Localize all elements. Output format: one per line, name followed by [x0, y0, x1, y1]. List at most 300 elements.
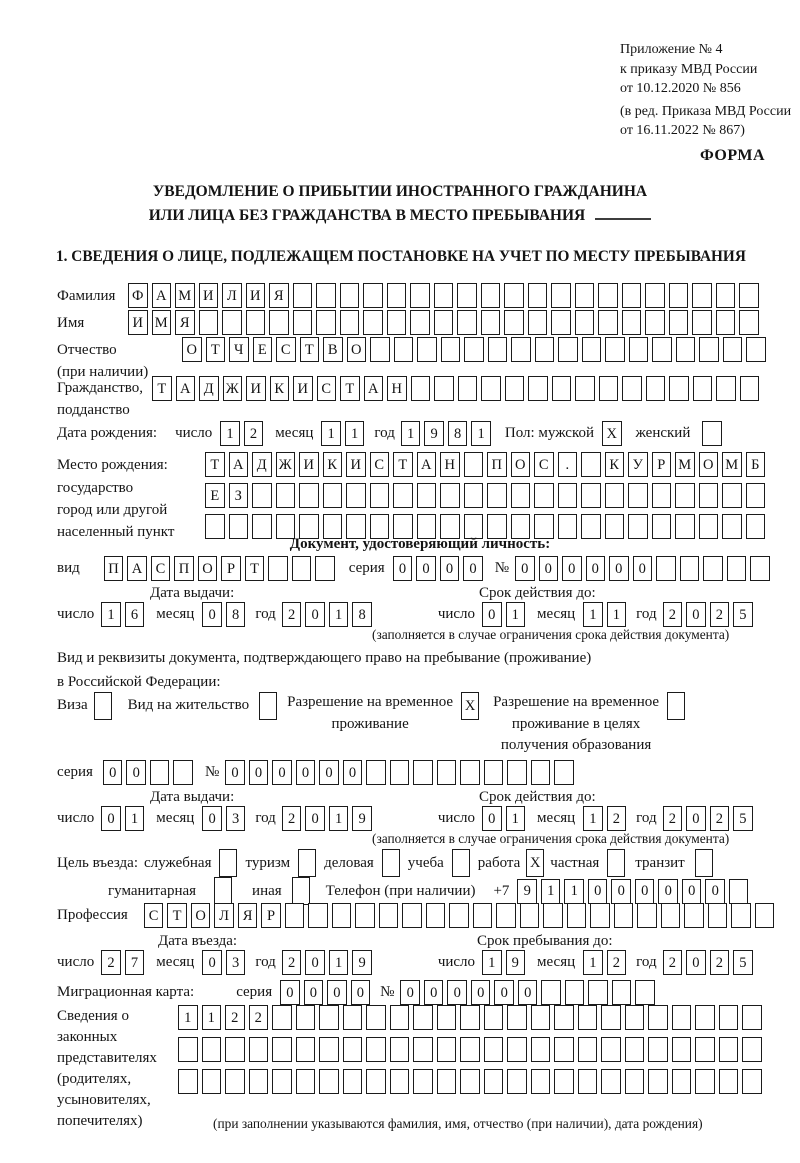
char-cell[interactable] [426, 903, 446, 928]
char-cell[interactable]: 0 [482, 602, 502, 627]
char-cell[interactable]: 2 [249, 1005, 269, 1030]
char-cell[interactable] [411, 376, 431, 401]
char-cell[interactable] [387, 310, 407, 335]
char-cell[interactable] [716, 376, 736, 401]
temp-residence-checkbox[interactable] [461, 692, 479, 720]
purpose-option-sluzhebnaya-checkbox[interactable] [219, 849, 237, 877]
char-cell[interactable] [622, 376, 642, 401]
char-cell[interactable] [578, 1005, 598, 1030]
purpose-option-turizm-checkbox[interactable] [298, 849, 316, 877]
char-cell[interactable] [625, 1037, 645, 1062]
char-cell[interactable]: Е [205, 483, 225, 508]
char-cell[interactable] [410, 310, 430, 335]
char-cell[interactable] [370, 337, 390, 362]
char-cell[interactable] [292, 877, 310, 905]
char-cell[interactable]: 0 [682, 879, 702, 904]
char-cell[interactable]: 1 [482, 950, 502, 975]
issued-month-cells[interactable] [202, 602, 245, 627]
char-cell[interactable] [441, 337, 461, 362]
char-cell[interactable]: Н [440, 452, 460, 477]
char-cell[interactable] [582, 337, 602, 362]
identity-doc-number-cells[interactable] [515, 556, 770, 581]
char-cell[interactable]: 9 [517, 879, 537, 904]
char-cell[interactable]: 1 [202, 1005, 222, 1030]
char-cell[interactable] [598, 283, 618, 308]
char-cell[interactable] [702, 421, 722, 446]
char-cell[interactable]: М [175, 283, 195, 308]
char-cell[interactable]: Я [269, 283, 289, 308]
char-cell[interactable] [323, 483, 343, 508]
purpose-option-inaya-checkbox[interactable] [292, 877, 310, 905]
char-cell[interactable] [672, 1005, 692, 1030]
char-cell[interactable] [434, 376, 454, 401]
char-cell[interactable] [481, 283, 501, 308]
entry-year-cells[interactable] [282, 950, 372, 975]
char-cell[interactable]: И [293, 376, 313, 401]
issued-year-cells[interactable] [282, 602, 372, 627]
stay-doc-number-cells[interactable] [225, 760, 574, 785]
entry-month-cells[interactable] [202, 950, 245, 975]
char-cell[interactable] [531, 1037, 551, 1062]
char-cell[interactable] [723, 337, 743, 362]
char-cell[interactable]: А [417, 452, 437, 477]
purpose-option-gumanitarnaya-checkbox[interactable] [214, 877, 232, 905]
char-cell[interactable]: 0 [351, 980, 371, 1005]
char-cell[interactable] [628, 483, 648, 508]
char-cell[interactable] [363, 283, 383, 308]
char-cell[interactable] [614, 903, 634, 928]
purpose-option-delovaya-checkbox[interactable] [382, 849, 400, 877]
char-cell[interactable] [394, 337, 414, 362]
char-cell[interactable] [437, 1069, 457, 1094]
char-cell[interactable] [259, 692, 277, 720]
birthplace-cells-row1[interactable] [205, 452, 765, 477]
char-cell[interactable]: 9 [424, 421, 444, 446]
char-cell[interactable] [507, 1069, 527, 1094]
char-cell[interactable] [554, 1005, 574, 1030]
char-cell[interactable] [727, 556, 747, 581]
char-cell[interactable] [366, 1005, 386, 1030]
char-cell[interactable] [316, 310, 336, 335]
char-cell[interactable] [315, 556, 335, 581]
char-cell[interactable]: 0 [482, 806, 502, 831]
male-checkbox[interactable] [602, 421, 622, 446]
stay-valid-year-cells[interactable] [663, 806, 753, 831]
migration-series-cells[interactable] [280, 980, 370, 1005]
char-cell[interactable]: 0 [296, 760, 316, 785]
char-cell[interactable] [505, 376, 525, 401]
char-cell[interactable]: А [127, 556, 147, 581]
char-cell[interactable]: Б [746, 452, 766, 477]
char-cell[interactable] [272, 1005, 292, 1030]
char-cell[interactable] [528, 283, 548, 308]
char-cell[interactable]: С [317, 376, 337, 401]
char-cell[interactable] [473, 903, 493, 928]
char-cell[interactable] [460, 760, 480, 785]
char-cell[interactable]: 2 [710, 602, 730, 627]
char-cell[interactable] [695, 1069, 715, 1094]
char-cell[interactable]: И [246, 376, 266, 401]
char-cell[interactable] [332, 903, 352, 928]
char-cell[interactable] [742, 1037, 762, 1062]
char-cell[interactable] [464, 483, 484, 508]
char-cell[interactable] [434, 283, 454, 308]
char-cell[interactable] [390, 1069, 410, 1094]
char-cell[interactable]: X [461, 692, 479, 720]
char-cell[interactable] [272, 1037, 292, 1062]
char-cell[interactable]: 1 [506, 806, 526, 831]
char-cell[interactable]: П [104, 556, 124, 581]
char-cell[interactable]: И [246, 283, 266, 308]
char-cell[interactable] [669, 283, 689, 308]
char-cell[interactable]: 2 [607, 806, 627, 831]
char-cell[interactable] [581, 483, 601, 508]
purpose-option-chastnaya-checkbox[interactable] [607, 849, 625, 877]
char-cell[interactable]: Д [199, 376, 219, 401]
char-cell[interactable] [346, 483, 366, 508]
char-cell[interactable] [504, 310, 524, 335]
char-cell[interactable]: 8 [448, 421, 468, 446]
char-cell[interactable]: 0 [633, 556, 653, 581]
char-cell[interactable] [449, 903, 469, 928]
char-cell[interactable] [511, 337, 531, 362]
migration-number-cells[interactable] [400, 980, 655, 1005]
char-cell[interactable] [601, 1037, 621, 1062]
char-cell[interactable]: 0 [225, 760, 245, 785]
char-cell[interactable]: 0 [705, 879, 725, 904]
char-cell[interactable]: 0 [562, 556, 582, 581]
birth-day-cells[interactable] [220, 421, 263, 446]
char-cell[interactable] [535, 337, 555, 362]
representatives-cells-row2[interactable] [178, 1037, 762, 1062]
char-cell[interactable]: 0 [447, 980, 467, 1005]
char-cell[interactable] [531, 1069, 551, 1094]
stay-year-cells[interactable] [663, 950, 753, 975]
char-cell[interactable] [675, 483, 695, 508]
char-cell[interactable] [703, 556, 723, 581]
char-cell[interactable]: И [299, 452, 319, 477]
char-cell[interactable] [575, 310, 595, 335]
char-cell[interactable] [413, 1005, 433, 1030]
char-cell[interactable] [460, 1069, 480, 1094]
char-cell[interactable]: 1 [564, 879, 584, 904]
char-cell[interactable]: О [511, 452, 531, 477]
char-cell[interactable] [554, 1037, 574, 1062]
birth-year-cells[interactable] [401, 421, 491, 446]
residence-permit-checkbox[interactable] [259, 692, 277, 720]
char-cell[interactable]: 0 [400, 980, 420, 1005]
char-cell[interactable] [293, 283, 313, 308]
char-cell[interactable]: Л [214, 903, 234, 928]
char-cell[interactable] [652, 483, 672, 508]
char-cell[interactable] [299, 483, 319, 508]
char-cell[interactable]: 2 [663, 950, 683, 975]
char-cell[interactable] [460, 1005, 480, 1030]
char-cell[interactable] [366, 760, 386, 785]
char-cell[interactable]: Т [206, 337, 226, 362]
char-cell[interactable] [534, 483, 554, 508]
char-cell[interactable] [402, 903, 422, 928]
char-cell[interactable] [484, 1005, 504, 1030]
char-cell[interactable]: С [370, 452, 390, 477]
char-cell[interactable] [667, 692, 685, 720]
stay-day-cells[interactable] [482, 950, 525, 975]
char-cell[interactable] [528, 376, 548, 401]
char-cell[interactable] [437, 1005, 457, 1030]
char-cell[interactable] [293, 310, 313, 335]
visa-checkbox[interactable] [94, 692, 112, 720]
char-cell[interactable]: И [128, 310, 148, 335]
char-cell[interactable] [645, 310, 665, 335]
char-cell[interactable] [319, 1005, 339, 1030]
char-cell[interactable] [272, 1069, 292, 1094]
char-cell[interactable] [699, 337, 719, 362]
char-cell[interactable]: 3 [226, 950, 246, 975]
char-cell[interactable]: 1 [329, 806, 349, 831]
char-cell[interactable] [249, 1069, 269, 1094]
char-cell[interactable]: О [198, 556, 218, 581]
char-cell[interactable] [393, 483, 413, 508]
female-checkbox[interactable] [702, 421, 722, 446]
char-cell[interactable] [340, 283, 360, 308]
char-cell[interactable] [484, 1069, 504, 1094]
char-cell[interactable]: 2 [710, 950, 730, 975]
char-cell[interactable] [722, 483, 742, 508]
char-cell[interactable]: 0 [611, 879, 631, 904]
char-cell[interactable] [222, 310, 242, 335]
char-cell[interactable]: 1 [583, 806, 603, 831]
char-cell[interactable] [214, 877, 232, 905]
char-cell[interactable]: О [699, 452, 719, 477]
char-cell[interactable] [366, 1069, 386, 1094]
char-cell[interactable] [520, 903, 540, 928]
char-cell[interactable]: Ж [276, 452, 296, 477]
char-cell[interactable] [739, 310, 759, 335]
char-cell[interactable]: 9 [506, 950, 526, 975]
char-cell[interactable]: 0 [343, 760, 363, 785]
char-cell[interactable] [750, 556, 770, 581]
char-cell[interactable] [507, 1037, 527, 1062]
char-cell[interactable]: 8 [226, 602, 246, 627]
char-cell[interactable]: 0 [416, 556, 436, 581]
char-cell[interactable]: 2 [282, 806, 302, 831]
char-cell[interactable] [410, 283, 430, 308]
char-cell[interactable]: С [276, 337, 296, 362]
char-cell[interactable]: 0 [319, 760, 339, 785]
char-cell[interactable] [599, 376, 619, 401]
char-cell[interactable]: Р [652, 452, 672, 477]
char-cell[interactable]: Д [252, 452, 272, 477]
char-cell[interactable] [343, 1069, 363, 1094]
char-cell[interactable] [554, 1069, 574, 1094]
char-cell[interactable] [225, 1037, 245, 1062]
char-cell[interactable] [173, 760, 193, 785]
purpose-option-rabota-checkbox[interactable] [526, 849, 544, 877]
char-cell[interactable]: П [487, 452, 507, 477]
char-cell[interactable]: Е [253, 337, 273, 362]
char-cell[interactable]: 1 [607, 602, 627, 627]
char-cell[interactable] [605, 483, 625, 508]
char-cell[interactable] [635, 980, 655, 1005]
stay-valid-day-cells[interactable] [482, 806, 525, 831]
name-cells[interactable] [128, 310, 759, 335]
char-cell[interactable]: 0 [272, 760, 292, 785]
char-cell[interactable]: 0 [494, 980, 514, 1005]
char-cell[interactable] [363, 310, 383, 335]
char-cell[interactable] [742, 1005, 762, 1030]
char-cell[interactable]: 1 [471, 421, 491, 446]
char-cell[interactable]: Т [245, 556, 265, 581]
char-cell[interactable]: 0 [440, 556, 460, 581]
char-cell[interactable] [481, 310, 501, 335]
char-cell[interactable] [531, 760, 551, 785]
char-cell[interactable] [202, 1069, 222, 1094]
char-cell[interactable]: 0 [305, 950, 325, 975]
char-cell[interactable]: К [605, 452, 625, 477]
char-cell[interactable]: Р [261, 903, 281, 928]
char-cell[interactable] [511, 483, 531, 508]
char-cell[interactable] [578, 1037, 598, 1062]
char-cell[interactable]: 2 [101, 950, 121, 975]
char-cell[interactable]: 6 [125, 602, 145, 627]
char-cell[interactable] [94, 692, 112, 720]
representatives-cells-row3[interactable] [178, 1069, 762, 1094]
char-cell[interactable] [719, 1005, 739, 1030]
char-cell[interactable] [507, 1005, 527, 1030]
char-cell[interactable] [746, 483, 766, 508]
char-cell[interactable] [440, 483, 460, 508]
char-cell[interactable] [601, 1069, 621, 1094]
char-cell[interactable]: X [602, 421, 622, 446]
char-cell[interactable] [296, 1005, 316, 1030]
char-cell[interactable]: . [558, 452, 578, 477]
char-cell[interactable] [458, 376, 478, 401]
char-cell[interactable] [488, 337, 508, 362]
valid-day-cells[interactable] [482, 602, 525, 627]
char-cell[interactable] [319, 1069, 339, 1094]
char-cell[interactable]: А [176, 376, 196, 401]
char-cell[interactable] [716, 283, 736, 308]
char-cell[interactable]: 0 [202, 806, 222, 831]
char-cell[interactable]: У [628, 452, 648, 477]
char-cell[interactable]: Т [205, 452, 225, 477]
char-cell[interactable]: А [152, 283, 172, 308]
char-cell[interactable]: 0 [249, 760, 269, 785]
edu-residence-checkbox[interactable] [667, 692, 685, 720]
issued-day-cells[interactable] [101, 602, 144, 627]
char-cell[interactable]: Т [152, 376, 172, 401]
char-cell[interactable] [249, 1037, 269, 1062]
char-cell[interactable]: 0 [686, 950, 706, 975]
char-cell[interactable]: 2 [607, 950, 627, 975]
valid-month-cells[interactable] [583, 602, 626, 627]
char-cell[interactable]: А [229, 452, 249, 477]
char-cell[interactable] [607, 849, 625, 877]
char-cell[interactable]: 1 [541, 879, 561, 904]
char-cell[interactable] [565, 980, 585, 1005]
char-cell[interactable]: 0 [658, 879, 678, 904]
char-cell[interactable] [202, 1037, 222, 1062]
char-cell[interactable] [219, 849, 237, 877]
char-cell[interactable]: 1 [506, 602, 526, 627]
char-cell[interactable]: 1 [125, 806, 145, 831]
char-cell[interactable] [437, 760, 457, 785]
char-cell[interactable] [484, 760, 504, 785]
representatives-cells-row1[interactable] [178, 1005, 762, 1030]
char-cell[interactable] [285, 903, 305, 928]
surname-cells[interactable] [128, 283, 759, 308]
char-cell[interactable] [551, 283, 571, 308]
char-cell[interactable] [541, 980, 561, 1005]
char-cell[interactable]: Р [221, 556, 241, 581]
char-cell[interactable] [693, 376, 713, 401]
char-cell[interactable] [464, 452, 484, 477]
char-cell[interactable] [296, 1037, 316, 1062]
char-cell[interactable] [308, 903, 328, 928]
char-cell[interactable]: 1 [321, 421, 341, 446]
char-cell[interactable] [343, 1037, 363, 1062]
char-cell[interactable] [656, 556, 676, 581]
char-cell[interactable]: 0 [609, 556, 629, 581]
entry-day-cells[interactable] [101, 950, 144, 975]
char-cell[interactable] [178, 1069, 198, 1094]
char-cell[interactable]: 2 [663, 602, 683, 627]
char-cell[interactable]: 0 [539, 556, 559, 581]
char-cell[interactable] [178, 1037, 198, 1062]
char-cell[interactable] [504, 283, 524, 308]
char-cell[interactable]: З [229, 483, 249, 508]
char-cell[interactable] [343, 1005, 363, 1030]
char-cell[interactable] [746, 337, 766, 362]
char-cell[interactable]: 0 [518, 980, 538, 1005]
char-cell[interactable]: С [144, 903, 164, 928]
char-cell[interactable]: Ч [229, 337, 249, 362]
char-cell[interactable]: 5 [733, 806, 753, 831]
char-cell[interactable]: И [346, 452, 366, 477]
char-cell[interactable]: X [526, 849, 544, 877]
char-cell[interactable] [648, 1069, 668, 1094]
citizenship-cells[interactable] [152, 376, 759, 401]
char-cell[interactable]: 0 [588, 879, 608, 904]
char-cell[interactable] [622, 283, 642, 308]
char-cell[interactable] [739, 283, 759, 308]
char-cell[interactable] [434, 310, 454, 335]
char-cell[interactable] [719, 1037, 739, 1062]
char-cell[interactable] [648, 1037, 668, 1062]
char-cell[interactable] [672, 1069, 692, 1094]
char-cell[interactable] [646, 376, 666, 401]
char-cell[interactable] [695, 849, 713, 877]
char-cell[interactable] [581, 452, 601, 477]
char-cell[interactable]: М [675, 452, 695, 477]
char-cell[interactable]: А [364, 376, 384, 401]
char-cell[interactable] [199, 310, 219, 335]
char-cell[interactable] [692, 283, 712, 308]
profession-cells[interactable] [144, 903, 775, 928]
char-cell[interactable] [390, 1037, 410, 1062]
char-cell[interactable] [269, 310, 289, 335]
char-cell[interactable] [716, 310, 736, 335]
char-cell[interactable]: 2 [663, 806, 683, 831]
char-cell[interactable]: М [152, 310, 172, 335]
char-cell[interactable] [554, 760, 574, 785]
char-cell[interactable] [298, 849, 316, 877]
identity-doc-type-cells[interactable] [104, 556, 335, 581]
char-cell[interactable] [507, 760, 527, 785]
char-cell[interactable] [496, 903, 516, 928]
char-cell[interactable]: Т [167, 903, 187, 928]
char-cell[interactable] [457, 283, 477, 308]
